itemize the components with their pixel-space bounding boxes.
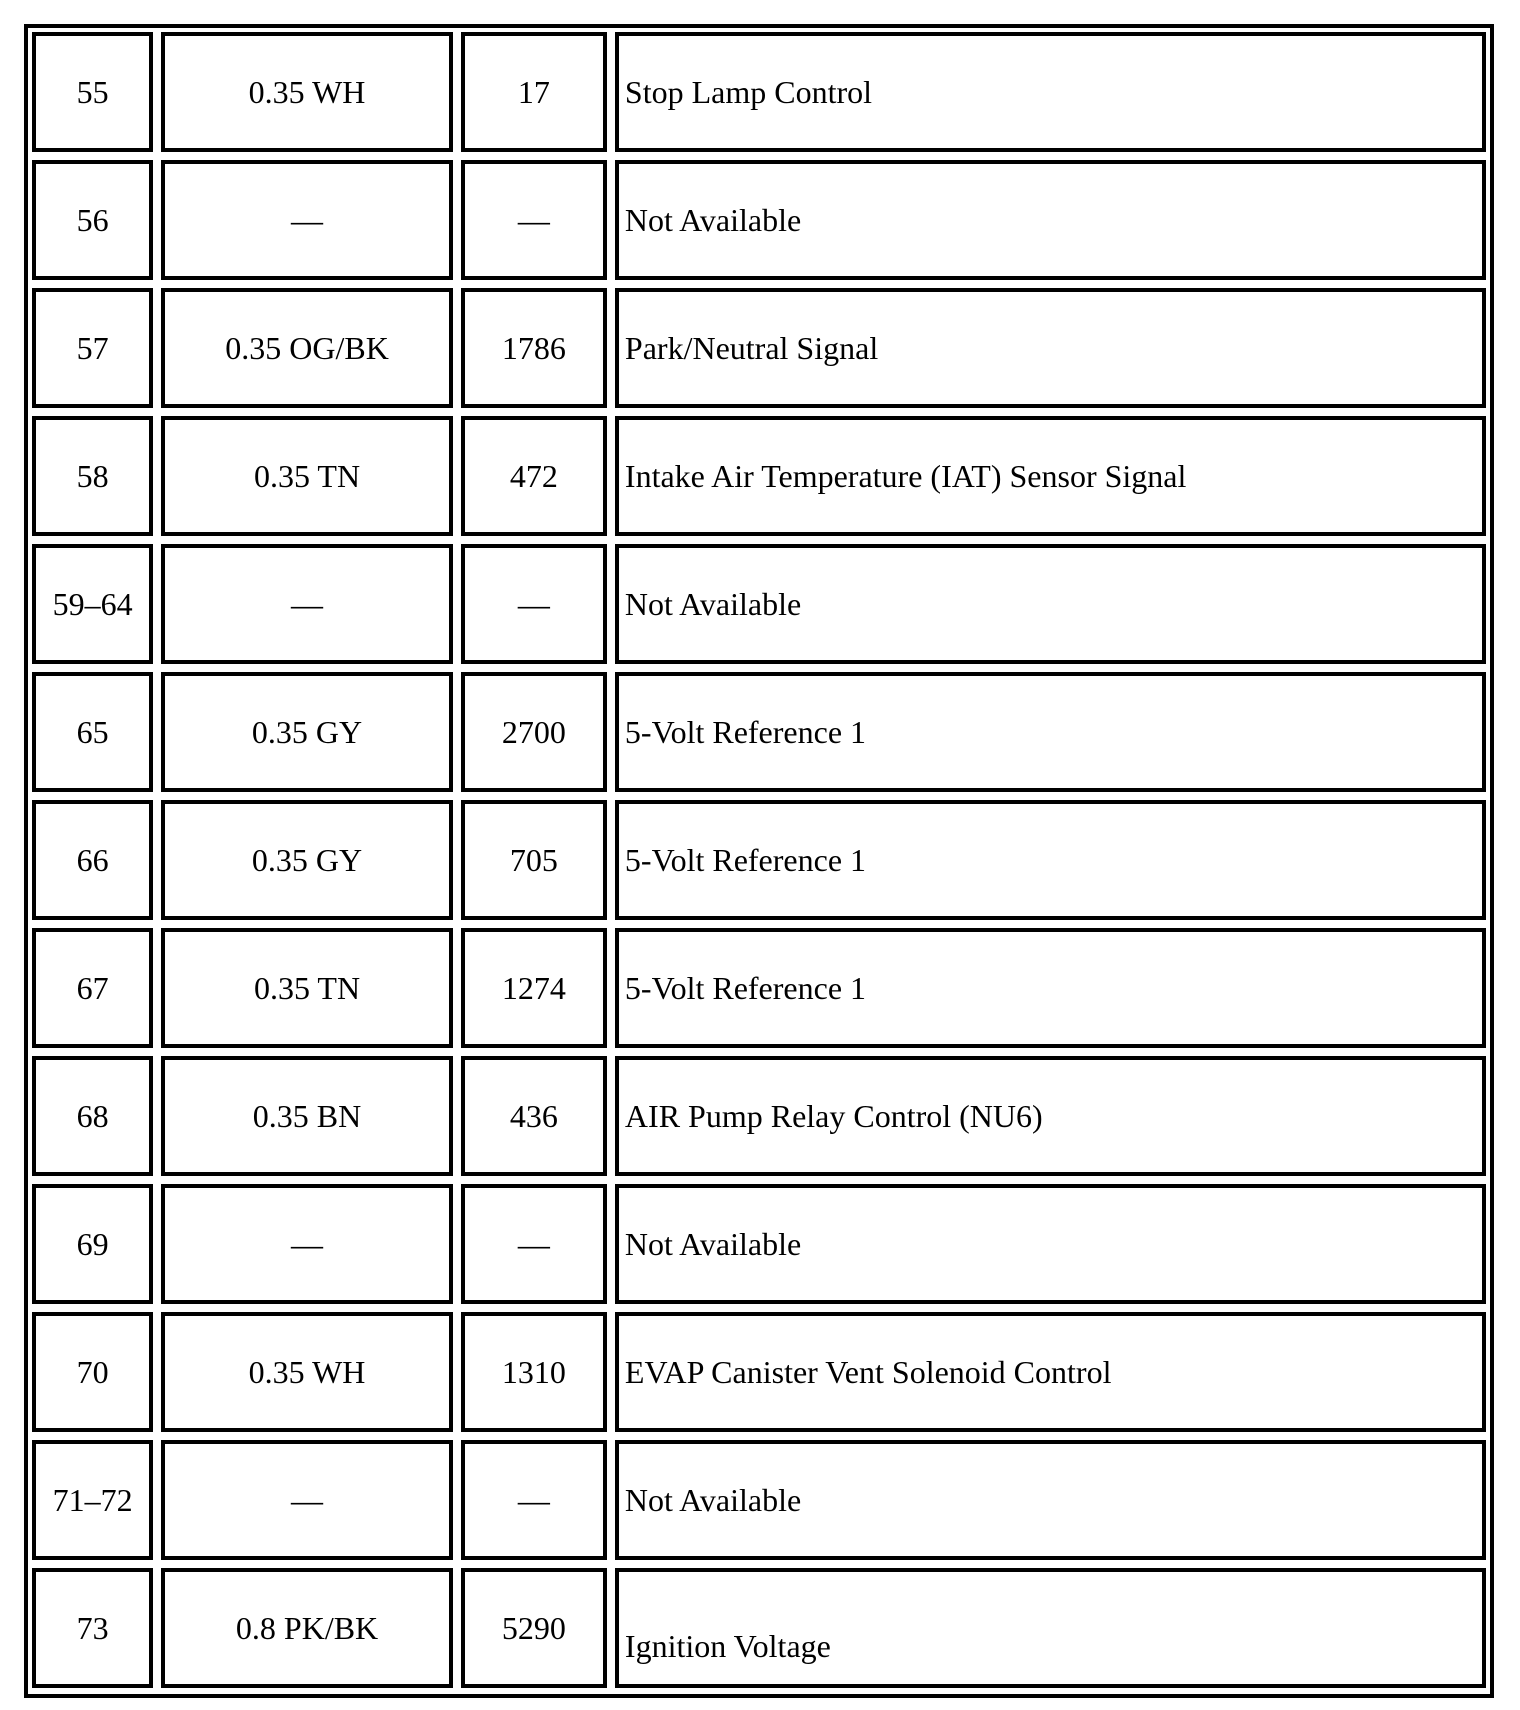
table-row — [32, 928, 1486, 1048]
pin-cell: 57 — [32, 288, 153, 408]
wire-color-cell: 0.35 OG/BK — [161, 288, 452, 408]
table-row — [32, 1440, 1486, 1560]
function-cell: Stop Lamp Control — [615, 32, 1486, 152]
table-row — [32, 672, 1486, 792]
function-cell: Not Available — [615, 160, 1486, 280]
circuit-number-cell: 2700 — [461, 672, 607, 792]
circuit-number-cell: — — [461, 1184, 607, 1304]
wire-color-cell: — — [161, 544, 452, 664]
function-cell: AIR Pump Relay Control (NU6) — [615, 1056, 1486, 1176]
pin-cell: 68 — [32, 1056, 153, 1176]
function-cell: Not Available — [615, 1184, 1486, 1304]
circuit-number-cell: 1786 — [461, 288, 607, 408]
circuit-number-cell: 5290 — [461, 1568, 607, 1688]
pin-cell: 71–72 — [32, 1440, 153, 1560]
wire-color-cell: 0.35 TN — [161, 416, 452, 536]
pin-cell: 66 — [32, 800, 153, 920]
table-row — [32, 288, 1486, 408]
table-row — [32, 800, 1486, 920]
pin-cell: 55 — [32, 32, 153, 152]
function-cell: 5-Volt Reference 1 — [615, 928, 1486, 1048]
wire-color-cell: — — [161, 1184, 452, 1304]
pin-cell: 65 — [32, 672, 153, 792]
circuit-number-cell: 472 — [461, 416, 607, 536]
function-cell: Ignition Voltage — [615, 1568, 1486, 1688]
circuit-number-cell: 436 — [461, 1056, 607, 1176]
connector-pinout-table — [24, 24, 1494, 1698]
wire-color-cell: 0.35 GY — [161, 672, 452, 792]
pin-cell: 59–64 — [32, 544, 153, 664]
pin-cell: 56 — [32, 160, 153, 280]
wire-color-cell: 0.35 WH — [161, 32, 452, 152]
circuit-number-cell: 1274 — [461, 928, 607, 1048]
wire-color-cell: 0.35 GY — [161, 800, 452, 920]
circuit-number-cell: 1310 — [461, 1312, 607, 1432]
wire-color-cell: 0.35 BN — [161, 1056, 452, 1176]
table-row — [32, 1312, 1486, 1432]
circuit-number-cell: — — [461, 544, 607, 664]
table-row — [32, 1056, 1486, 1176]
function-cell: Park/Neutral Signal — [615, 288, 1486, 408]
circuit-number-cell: — — [461, 1440, 607, 1560]
function-cell: 5-Volt Reference 1 — [615, 672, 1486, 792]
table-row — [32, 544, 1486, 664]
pin-cell: 58 — [32, 416, 153, 536]
wire-color-cell: 0.8 PK/BK — [161, 1568, 452, 1688]
table-row — [32, 32, 1486, 152]
table-row — [32, 416, 1486, 536]
wire-color-cell: 0.35 TN — [161, 928, 452, 1048]
table-row — [32, 1184, 1486, 1304]
circuit-number-cell: — — [461, 160, 607, 280]
circuit-number-cell: 17 — [461, 32, 607, 152]
pin-cell: 70 — [32, 1312, 153, 1432]
table-row — [32, 160, 1486, 280]
pin-cell: 73 — [32, 1568, 153, 1688]
function-cell: Intake Air Temperature (IAT) Sensor Signal — [615, 416, 1486, 536]
wire-color-cell: — — [161, 160, 452, 280]
function-cell: 5-Volt Reference 1 — [615, 800, 1486, 920]
function-cell: EVAP Canister Vent Solenoid Control — [615, 1312, 1486, 1432]
function-cell: Not Available — [615, 1440, 1486, 1560]
function-cell: Not Available — [615, 544, 1486, 664]
pin-cell: 67 — [32, 928, 153, 1048]
wire-color-cell: 0.35 WH — [161, 1312, 452, 1432]
circuit-number-cell: 705 — [461, 800, 607, 920]
wire-color-cell: — — [161, 1440, 452, 1560]
table-row — [32, 1568, 1486, 1688]
pin-cell: 69 — [32, 1184, 153, 1304]
